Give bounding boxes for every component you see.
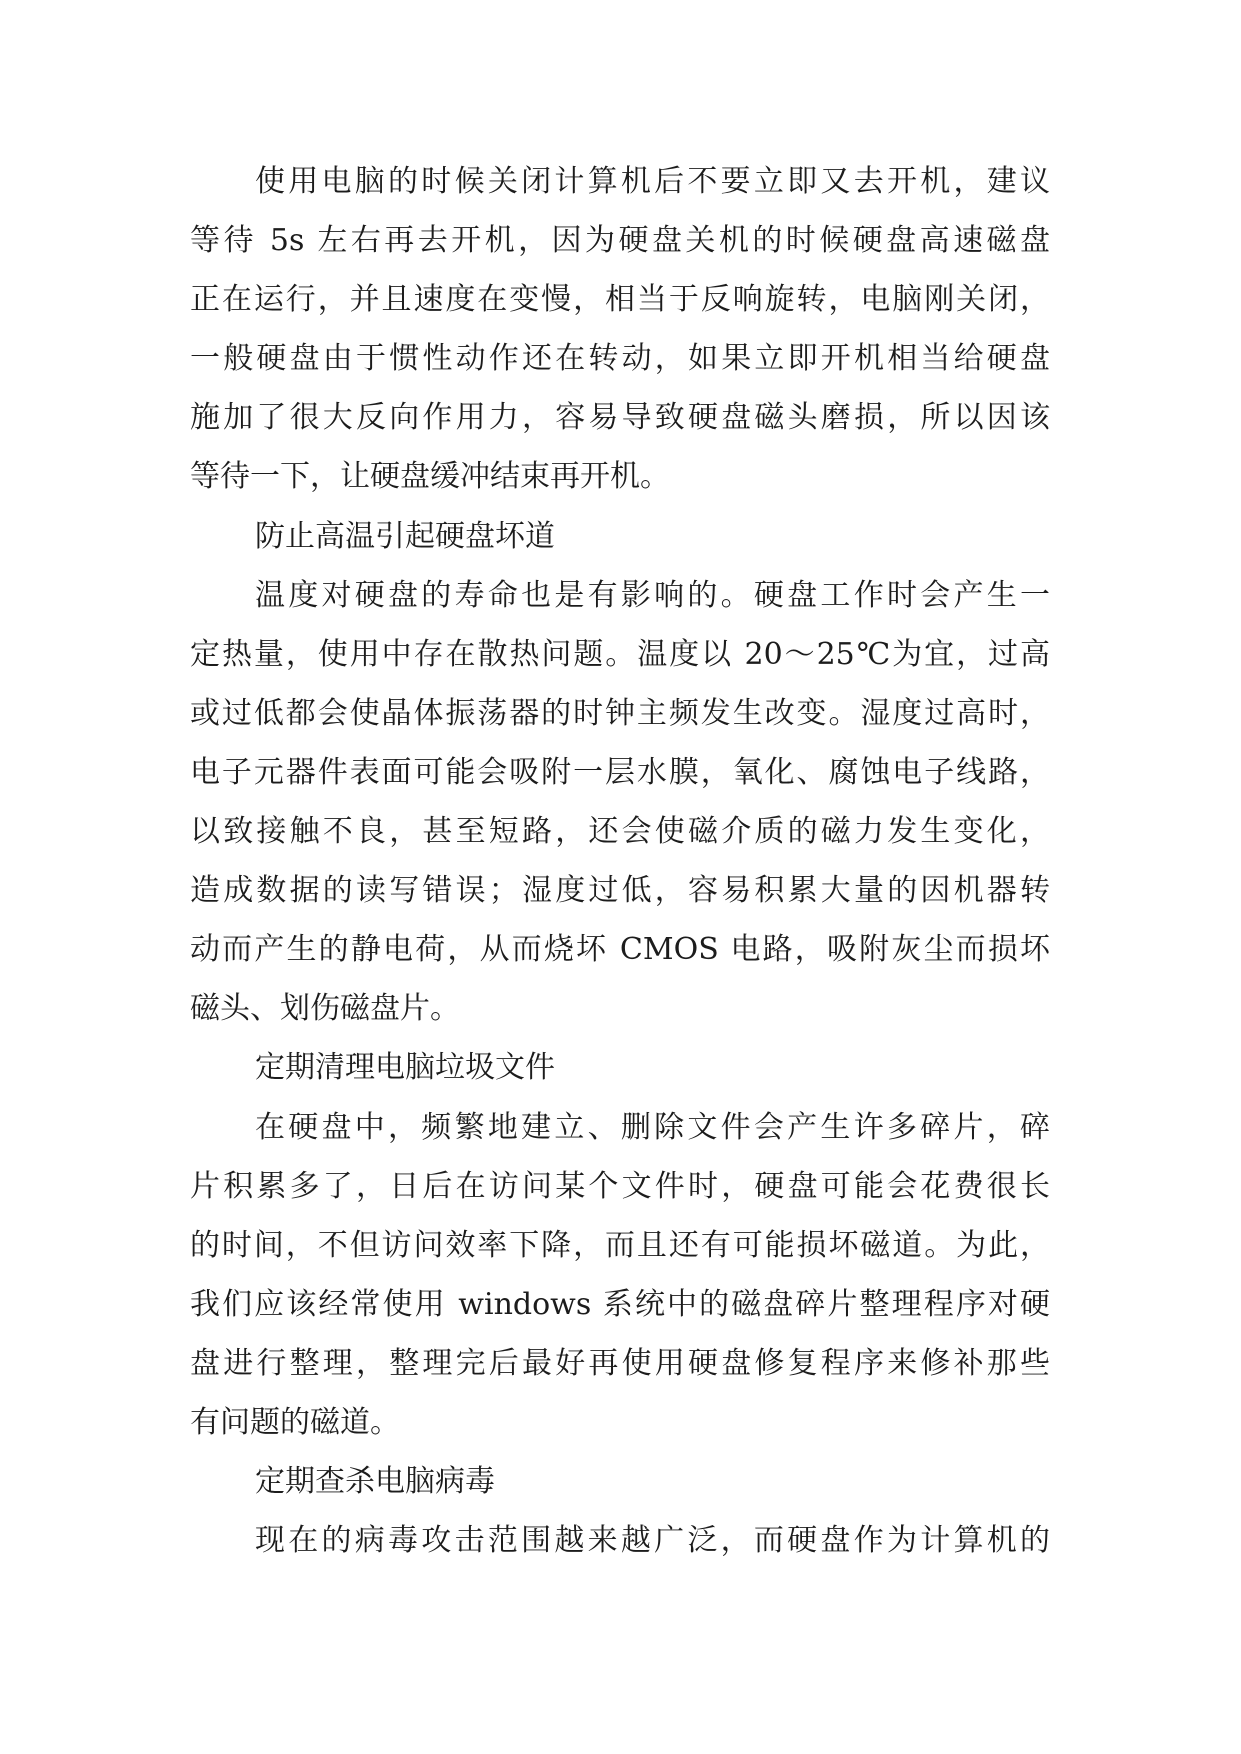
paragraph-line: 温度对硬盘的寿命也是有影响的。硬盘工作时会产生一 (255, 577, 1050, 613)
paragraph-line: 或过低都会使晶体振荡器的时钟主频发生改变。湿度过高时， (190, 695, 1050, 731)
paragraph-line: 等待 5s 左右再去开机，因为硬盘关机的时候硬盘高速磁盘 (190, 223, 1050, 259)
paragraph-line: 现在的病毒攻击范围越来越广泛，而硬盘作为计算机的 (255, 1523, 1050, 1559)
paragraph-line: 片积累多了，日后在访问某个文件时，硬盘可能会花费很长 (190, 1168, 1050, 1204)
paragraph-line: 磁头、划伤磁盘片。 (190, 991, 460, 1027)
paragraph-line: 的时间，不但访问效率下降，而且还有可能损坏磁道。为此， (190, 1227, 1050, 1263)
paragraph-line: 以致接触不良，甚至短路，还会使磁介质的磁力发生变化， (190, 814, 1050, 850)
section-high-temperature (190, 507, 1050, 1039)
paragraph-line: 造成数据的读写错误；湿度过低，容易积累大量的因机器转 (190, 873, 1050, 909)
section-heading: 防止高温引起硬盘坏道 (255, 518, 555, 554)
paragraph-shutdown-advice (190, 152, 1050, 507)
paragraph-line: 一般硬盘由于惯性动作还在转动，如果立即开机相当给硬盘 (190, 341, 1050, 377)
section-heading: 定期清理电脑垃圾文件 (255, 1050, 555, 1086)
paragraph-line: 有问题的磁道。 (190, 1404, 400, 1440)
paragraph-line: 定热量，使用中存在散热问题。温度以 20～25℃为宜，过高 (190, 636, 1050, 672)
paragraph-line: 电子元器件表面可能会吸附一层水膜，氧化、腐蚀电子线路， (190, 754, 1050, 790)
paragraph-line: 使用电脑的时候关闭计算机后不要立即又去开机，建议 (255, 164, 1050, 199)
paragraph-line: 施加了很大反向作用力，容易导致硬盘磁头磨损，所以因该 (190, 400, 1050, 436)
document-page-body (190, 152, 1050, 1570)
section-clean-junk-files (190, 1038, 1050, 1452)
paragraph-line: 在硬盘中，频繁地建立、删除文件会产生许多碎片，碎 (255, 1109, 1050, 1145)
paragraph-line: 正在运行，并且速度在变慢，相当于反响旋转，电脑刚关闭， (190, 282, 1050, 318)
paragraph-line: 等待一下，让硬盘缓冲结束再开机。 (190, 459, 670, 495)
paragraph-line: 动而产生的静电荷，从而烧坏 CMOS 电路，吸附灰尘而损坏 (190, 932, 1050, 968)
paragraph-line: 盘进行整理，整理完后最好再使用硬盘修复程序来修补那些 (190, 1345, 1050, 1381)
paragraph-line: 我们应该经常使用 windows 系统中的磁盘碎片整理程序对硬 (190, 1286, 1050, 1322)
section-antivirus (190, 1452, 1050, 1570)
section-heading: 定期查杀电脑病毒 (255, 1464, 495, 1500)
